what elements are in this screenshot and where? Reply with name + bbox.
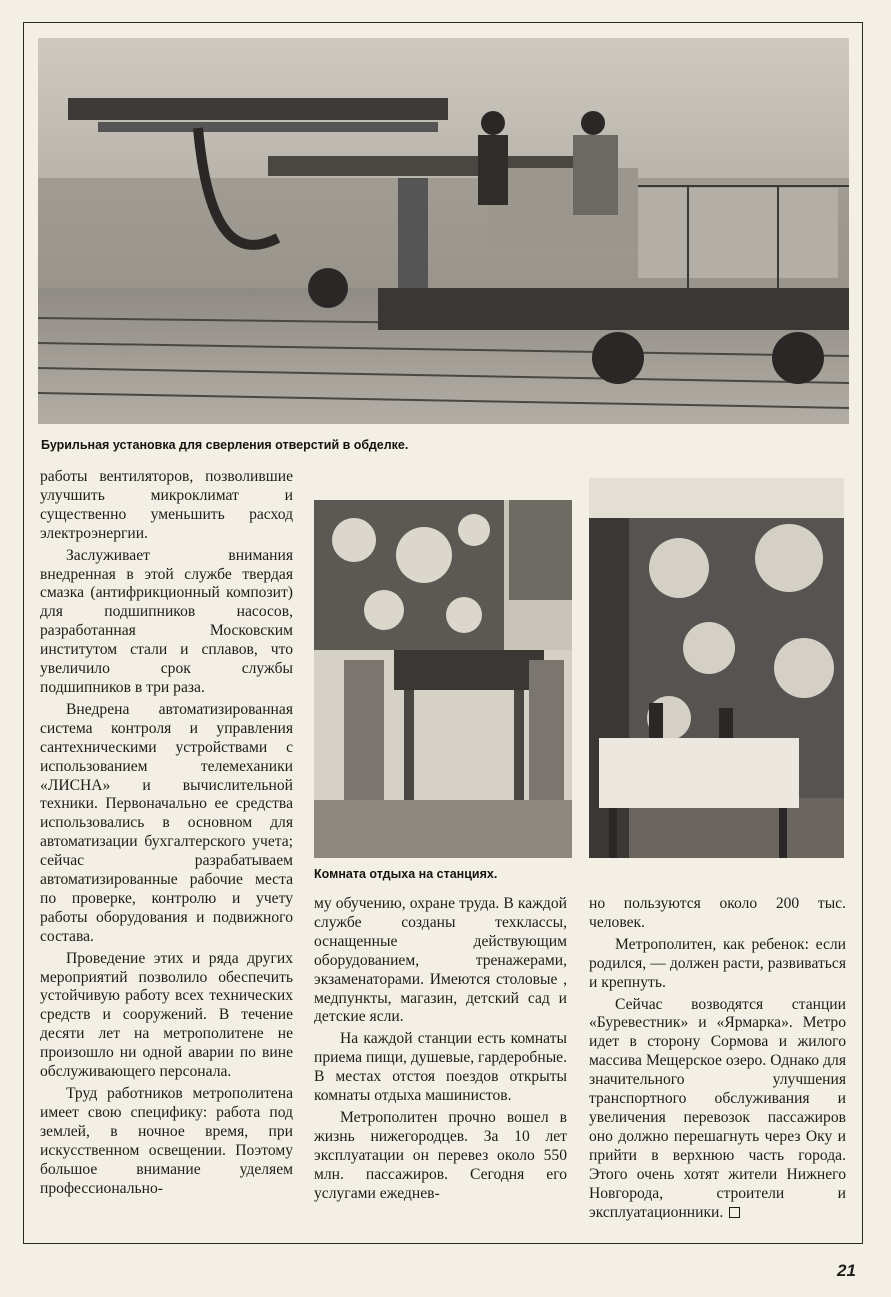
drilling-rig-photo <box>38 38 849 424</box>
paragraph: Метрополитен, как ребенок: если родился, — должен расти, развиваться и крепнуть. <box>589 935 846 991</box>
rest-room-photo-left <box>314 500 572 858</box>
paragraph: Метрополитен прочно вошел в жизнь нижегородцев. За 10 лет эксплуатации он перевез около 550 млн. пассажиров. Сегодня его услугами ежеднев- <box>314 1108 567 1202</box>
text-column-2 <box>314 895 567 1204</box>
paragraph: На каждой станции есть комнаты приема пищи, душевые, гардеробные. В местах отстоя поездов открыты комнаты отдыха машинистов. <box>314 1030 567 1105</box>
text-column-1 <box>40 468 293 1198</box>
paragraph: Заслуживает внимания внедренная в этой службе твердая смазка (антифрикционный композит) для подшипников насосов, разработанная Московским институтом стали и сплавов, что увеличило срок службы подшипников в три раза. <box>40 546 293 696</box>
paragraph: Труд работников метрополитена имеет свою специфику: работа под землей, в ночное время, при искусственном освещении. Поэтому большое внимание уделяем профессионально- <box>40 1085 293 1197</box>
top-photo-caption: Бурильная установка для сверления отверстий в обделке. <box>41 438 409 452</box>
page-number: 21 <box>837 1261 856 1280</box>
paragraph: работы вентиляторов, позволившие улучшить микроклимат и существенно уменьшить расход электроэнергии. <box>40 468 293 542</box>
bottom-photos-caption: Комната отдыха на станциях. <box>314 867 498 881</box>
end-of-article-square-icon <box>729 1207 740 1218</box>
paragraph: Внедрена автоматизированная система контроля и управления сантехническими устройствами с использованием телемеханики «ЛИСНА» и вычислительной техники. Первоначально ее средства использовались в основном для автоматизации бухгалтерского учета; сейчас разрабатываем автоматизированные рабочие места по проверке, контролю и учету работы оборудования и подвижного состава. <box>40 700 293 945</box>
paragraph <box>589 996 846 1223</box>
text-column-3 <box>589 895 846 1222</box>
rest-room-photo-right <box>589 478 844 858</box>
paragraph: му обучению, охране труда. В каждой службе созданы техклассы, оснащенные действующим оборудованием, тренажерами, экзаменаторами. Имеются столовые , медпункты, магазин, детский сад и детские ясли. <box>314 895 567 1026</box>
paragraph: Проведение этих и ряда других мероприятий позволило обеспечить устойчивую работу всех технических средств и сооружений. В течение десяти лет на метрополитене не произошло ни одной аварии по вине обслуживающего персонала. <box>40 949 293 1081</box>
paragraph-text: Сейчас возводятся станции «Буревестник» и «Ярмарка». Метро идет в сторону Сормова и жилого массива Мещерское озеро. Однако для значительного улучшения транспортного обслуживания и увеличения перевозок пассажиров оно должно перешагнуть через Оку и прийти в верхнюю часть города. Этого очень хотят жители Нижнего Новгорода, строители и эксплуатационники. <box>589 995 846 1221</box>
paragraph: но пользуются около 200 тыс. человек. <box>589 895 846 931</box>
